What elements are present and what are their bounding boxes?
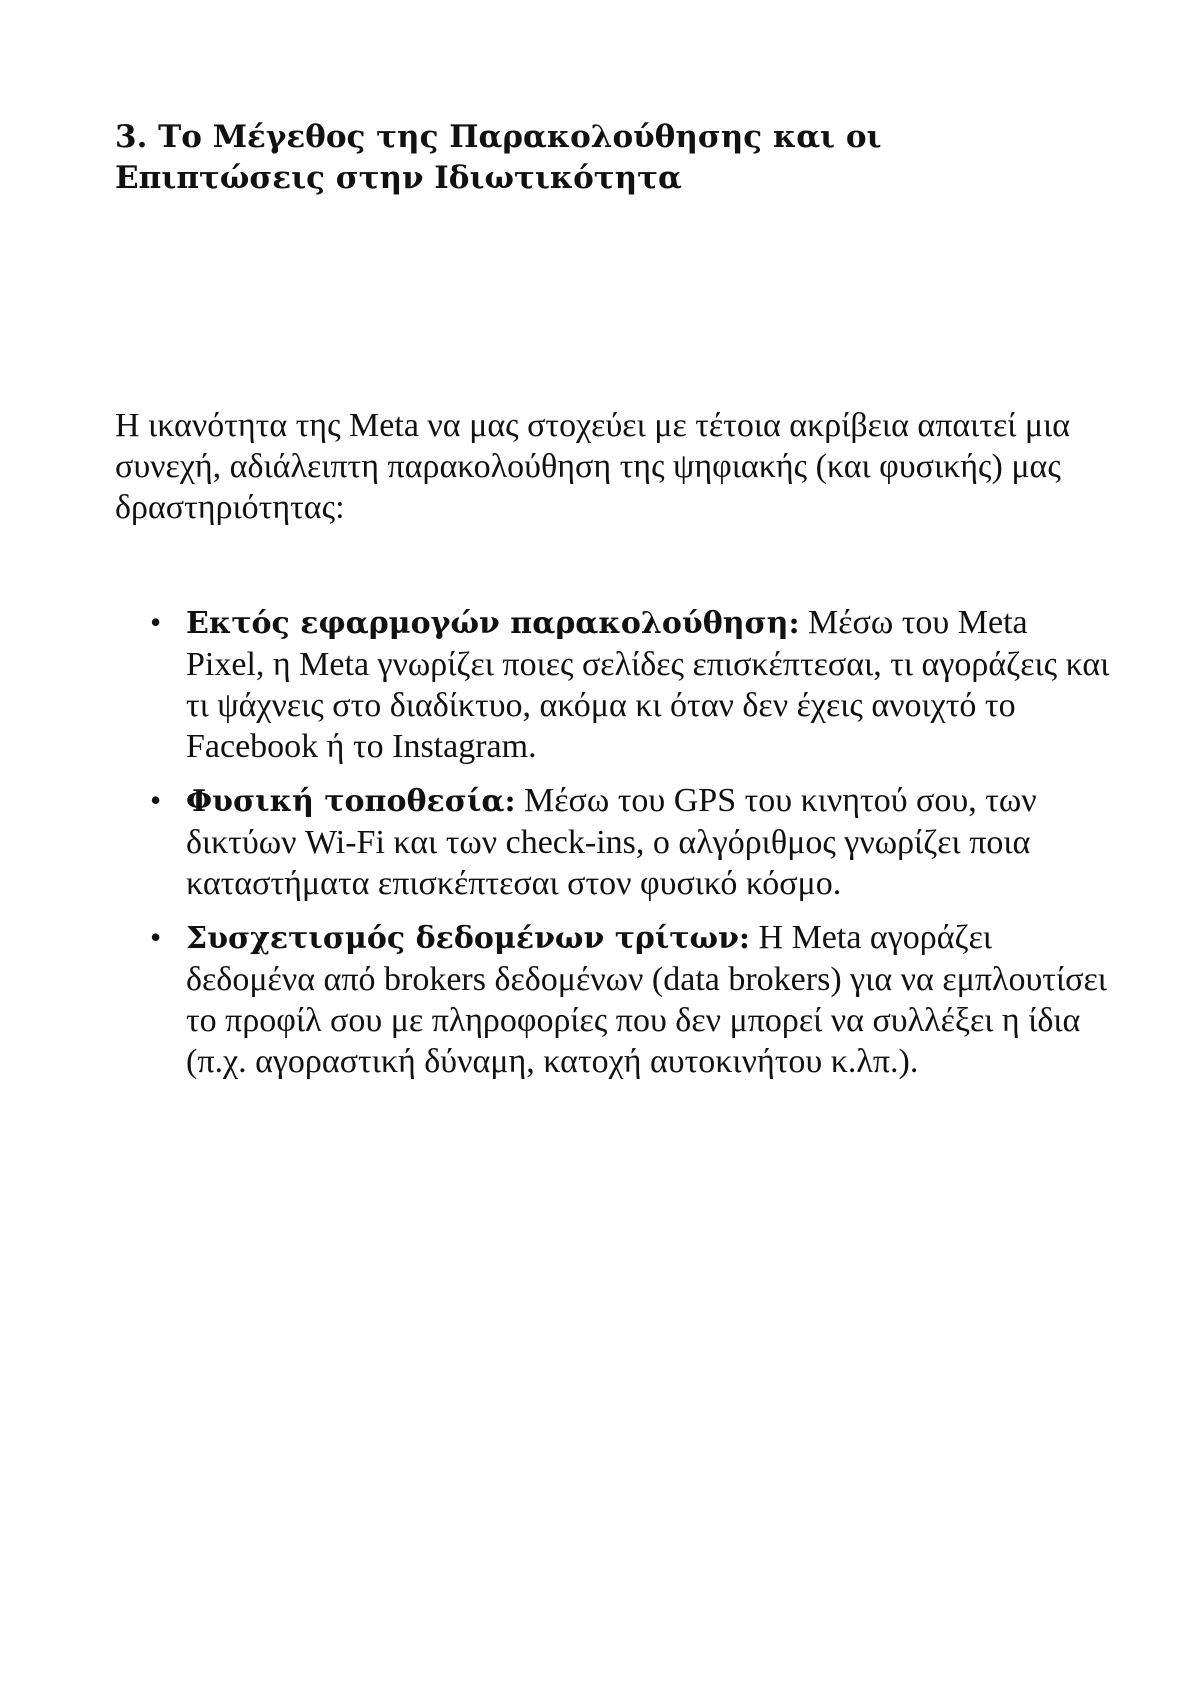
bullet-term: Φυσική τοποθεσία: [186, 784, 516, 819]
bullet-text: Μέσω του GPS του κινητού σου, των δικτύων Wi-Fi και των check-ins, ο αλγόριθμος γνωρίζει ποια καταστήματα επισκέπτεσαι στον φυσικό κόσμο. [186, 782, 1037, 902]
section-heading: 3. Το Μέγεθος της Παρακολούθησης και οι Επιπτώσεις στην Ιδιωτικότητα [115, 119, 882, 196]
bullet-text: Μέσω του Meta Pixel, η Meta γνωρίζει ποιες σελίδες επισκέπτεσαι, τι αγοράζεις και τι ψάχνεις στο διαδίκτυο, ακόμα κι όταν δεν έχεις ανοιχτό το Facebook ή το Instagram. [186, 604, 1110, 765]
bullet-marker: • [150, 604, 162, 640]
bullet-term: Συσχετισμός δεδομένων τρίτων: [186, 921, 751, 956]
bullet-marker: • [150, 919, 162, 955]
list-item-physical-location [150, 780, 1110, 904]
bullet-text: Η Meta αγοράζει δεδομένα από brokers δεδομένων (data brokers) για να εμπλουτίσει το προφίλ σου με πληροφορίες που δεν μπορεί να συλλέξει η ίδια (π.χ. αγοραστική δύναμη, κατοχή αυτοκινήτου κ.λπ.). [186, 919, 1107, 1080]
list-item-offsite-tracking [150, 602, 1110, 767]
bullet-list [150, 602, 1110, 1095]
intro-paragraph: Η ικανότητα της Meta να μας στοχεύει με τέτοια ακρίβεια απαιτεί μια συνεχή, αδιάλειπτη παρακολούθηση της ψηφιακής (και φυσικής) μας δραστηριότητας: [115, 407, 1071, 526]
bullet-marker: • [150, 782, 162, 818]
bullet-term: Εκτός εφαρμογών παρακολούθηση: [186, 606, 800, 641]
list-item-third-party-data [150, 917, 1110, 1082]
